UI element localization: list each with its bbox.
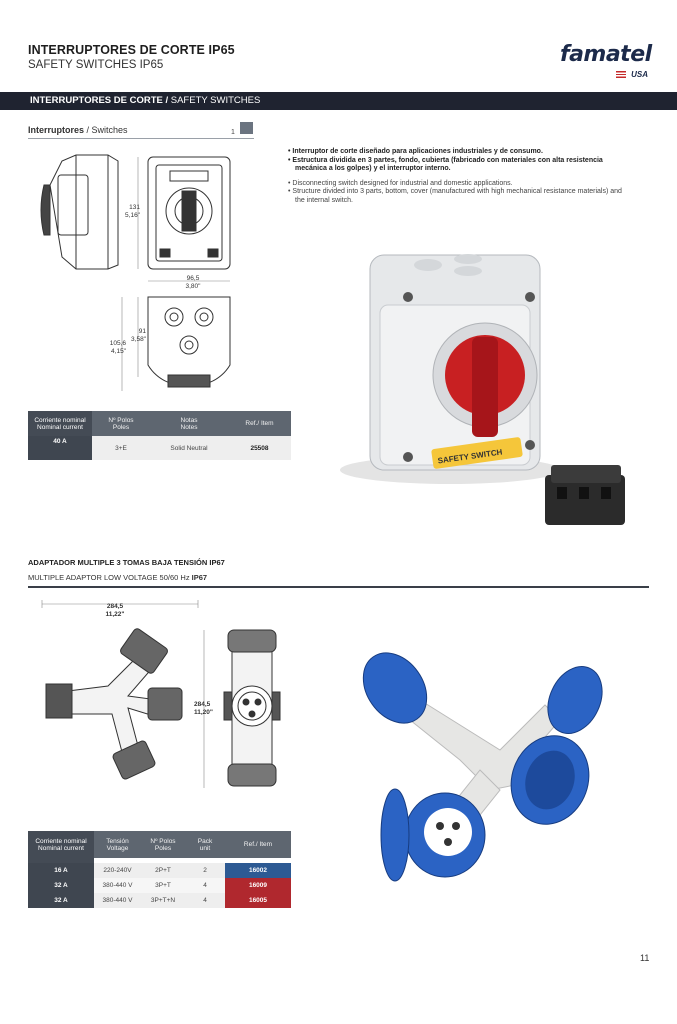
dim2-height <box>194 701 224 717</box>
t1-poles: 3+E <box>92 436 150 460</box>
switch-technical-drawing <box>28 145 278 395</box>
famatel-logo <box>560 44 656 84</box>
desc-es-2: • Estructura dividida en 3 partes, fondo, cubierta (fabricado con materiales con alta resistencia mecánica a los golpes) y el interruptor interno. <box>288 156 603 172</box>
t2-r1-pack: 2 <box>185 863 225 878</box>
t2-header-current: Corriente nominal Nominal current <box>28 831 94 858</box>
t2-r1-poles: 2P+T <box>141 863 185 878</box>
subsection-es: Interruptores <box>28 125 85 135</box>
section2-rule <box>28 586 649 588</box>
adaptor-title-es: ADAPTADOR MULTIPLE 3 TOMAS BAJA TENSIÓN IP67 <box>28 558 225 567</box>
dim-width-mm: 96,5 <box>186 275 200 282</box>
subsection-en: / Switches <box>84 125 128 135</box>
safety-switch-photo <box>340 245 640 555</box>
section-bar <box>0 92 677 110</box>
dim2-width-in: 11,22" <box>105 611 125 618</box>
t2-r2-voltage: 380-440 V <box>94 878 141 893</box>
table-row <box>28 893 291 908</box>
adaptor-title-en-text: MULTIPLE ADAPTOR LOW VOLTAGE 50/60 Hz <box>28 573 190 582</box>
dim-depth2-mm: 105,6 <box>109 340 126 347</box>
dim2-height-in: 11,20" <box>194 709 213 716</box>
table-row <box>28 863 291 878</box>
subsection-title <box>28 125 128 135</box>
t1-ref: 25508 <box>228 436 291 460</box>
t2-header-ref: Ref./ Item <box>225 831 291 858</box>
adaptor-spec-table <box>28 831 291 908</box>
t2-r3-voltage: 380-440 V <box>94 893 141 908</box>
subsection-rule <box>28 138 254 139</box>
safety-switch-label: SAFETY SWITCH <box>437 447 503 466</box>
page-title: INTERRUPTORES DE CORTE IP65 <box>28 43 235 57</box>
dim-height-in: 5,16" <box>125 212 140 219</box>
t2-header-poles: Nº Polos Poles <box>141 831 185 858</box>
page-number: 11 <box>640 953 650 963</box>
t2-r1-ref: 16002 <box>225 863 291 878</box>
dim-width-in: 3,80" <box>185 283 201 290</box>
t1-header-ref: Ref./ Item <box>228 411 291 436</box>
dim-height-mm: 131 <box>129 204 140 211</box>
dim-height <box>110 204 140 220</box>
t2-header-pack: Pack unit <box>185 831 225 858</box>
t1-current: 40 A <box>28 436 92 460</box>
page-subtitle: SAFETY SWITCHES IP65 <box>28 59 164 71</box>
section-bar-en: SAFETY SWITCHES <box>168 95 261 106</box>
dim-width <box>178 275 208 291</box>
dim-depth-mm: 91 <box>138 328 146 335</box>
t1-header-notes: Notas Notes <box>150 411 228 436</box>
dim-depth2-in: 4,15" <box>111 348 126 355</box>
usa-flag-icon <box>616 71 626 78</box>
subsection-number: 1 <box>231 129 235 136</box>
subsection-marker <box>240 122 253 134</box>
t2-header-voltage: Tensión Voltage <box>94 831 141 858</box>
logo-wordmark: famatel <box>560 42 652 67</box>
dim2-width <box>90 603 140 619</box>
t2-r3-current: 32 A <box>28 893 94 908</box>
t2-r3-ref: 16005 <box>225 893 291 908</box>
logo-sub: USA <box>631 70 648 79</box>
adaptor-ip: IP67 <box>191 573 208 582</box>
dim-depth2 <box>96 340 126 356</box>
t2-r1-current: 16 A <box>28 863 94 878</box>
t2-r2-ref: 16009 <box>225 878 291 893</box>
t2-r1-voltage: 220-240V <box>94 863 141 878</box>
t2-r3-poles: 3P+T+N <box>141 893 185 908</box>
dim-depth-in: 3,58" <box>131 336 146 343</box>
t2-r2-poles: 3P+T <box>141 878 185 893</box>
desc-en-2: • Structure divided into 3 parts, bottom, cover (manufactured with high mechanical resistance materials) and the internal switch. <box>288 188 622 204</box>
t2-r2-current: 32 A <box>28 878 94 893</box>
multiple-adaptor-photo <box>350 640 620 895</box>
t1-header-poles: Nº Polos Poles <box>92 411 150 436</box>
t2-r3-pack: 4 <box>185 893 225 908</box>
dim2-height-mm: 284,5 <box>194 701 211 708</box>
desc-en-1: • Disconnecting switch designed for industrial and domestic applications. <box>288 179 513 187</box>
dim2-width-mm: 284,5 <box>106 603 124 610</box>
switch-spec-table <box>28 411 291 460</box>
adaptor-technical-drawing <box>28 596 298 806</box>
table-row <box>28 878 291 893</box>
adaptor-title-en <box>28 573 207 582</box>
section-bar-es: INTERRUPTORES DE CORTE / <box>30 95 169 106</box>
product-description <box>288 148 628 205</box>
t1-header-current: Corriente nominal Nominal current <box>28 411 92 436</box>
desc-es-1: • Interruptor de corte diseñado para aplicaciones industriales y de consumo. <box>288 148 543 155</box>
t1-notes: Solid Neutral <box>150 436 228 460</box>
t2-r2-pack: 4 <box>185 878 225 893</box>
